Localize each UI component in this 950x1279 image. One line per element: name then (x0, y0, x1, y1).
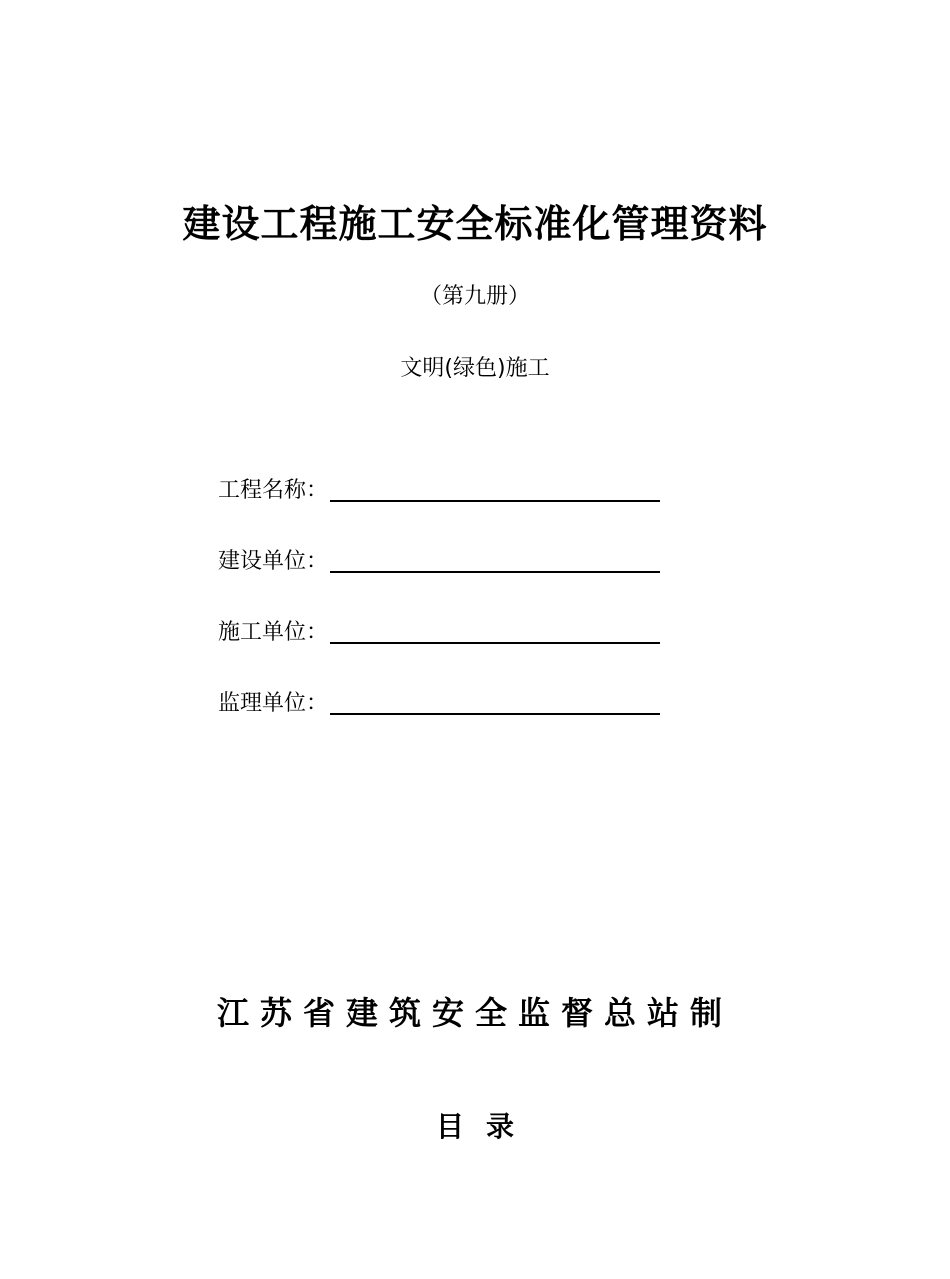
field-label: 施工单位： (218, 620, 329, 645)
document-subtitle: 文明(绿色)施工 (400, 356, 550, 381)
field-construction-owner (218, 545, 688, 616)
volume-number: （第九册） (419, 284, 530, 309)
toc-heading: 目录 (435, 1110, 536, 1143)
field-label: 工程名称： (218, 478, 329, 503)
blank-line (330, 545, 660, 573)
blank-line (330, 474, 660, 502)
issuer-line: 江苏省建筑安全监督总站制 (216, 994, 733, 1032)
field-label: 建设单位： (218, 549, 329, 574)
field-contractor (218, 616, 688, 687)
field-project-name (218, 474, 688, 545)
blank-line (330, 687, 660, 715)
info-fields (218, 474, 688, 758)
document-title: 建设工程施工安全标准化管理资料 (182, 201, 768, 246)
field-label: 监理单位： (218, 691, 329, 716)
blank-line (330, 616, 660, 644)
field-supervisor (218, 687, 688, 758)
